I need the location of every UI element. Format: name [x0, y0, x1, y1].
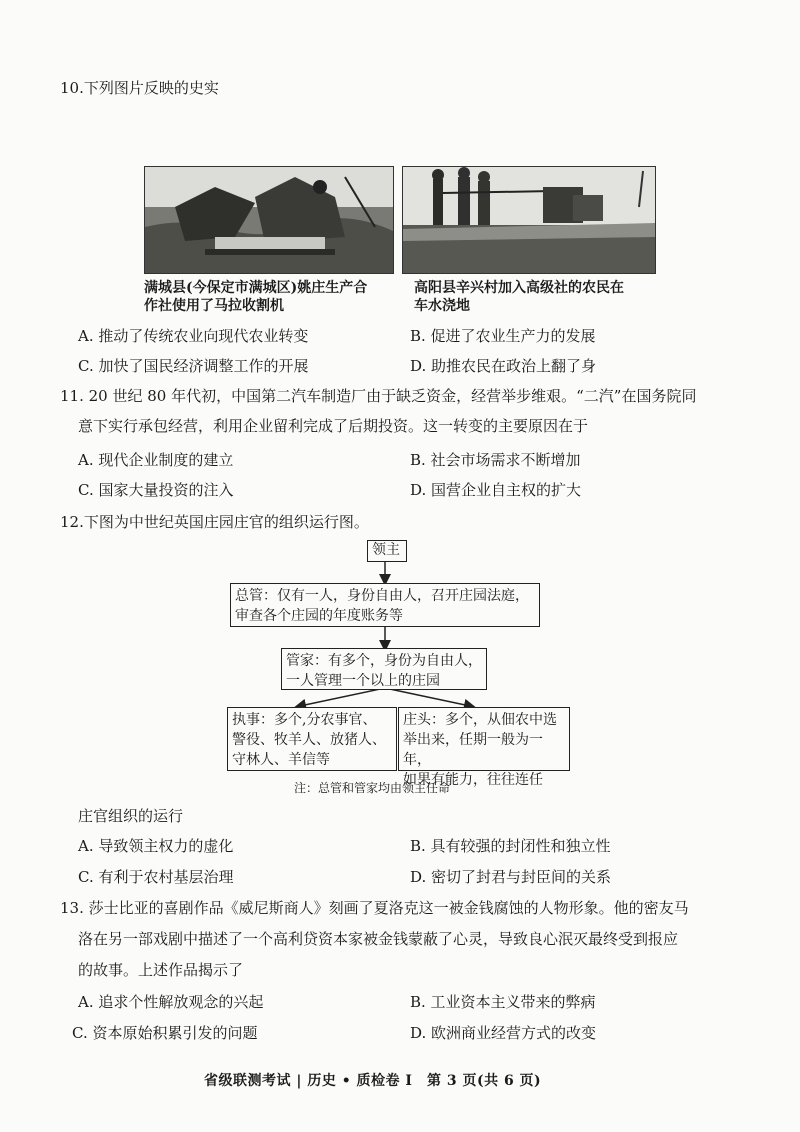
steward-text-1: 总管：仅有一人，身份自由人，召开庄园法庭， — [235, 588, 529, 604]
bailiff-text-2: 一人管理一个以上的庄园 — [286, 673, 440, 689]
q10-option-d[interactable]: D. 助推农民在政治上翻了身 — [410, 357, 597, 375]
steward-node — [230, 583, 540, 627]
q11-option-d[interactable]: D. 国营企业自主权的扩大 — [410, 481, 582, 499]
q12-option-c[interactable]: C. 有利于农村基层治理 — [78, 868, 234, 886]
left-photo-caption-1: 满城县(今保定市满城区)姚庄生产合 — [144, 280, 368, 296]
q10-option-c[interactable]: C. 加快了国民经济调整工作的开展 — [78, 357, 309, 375]
officers-text-2: 警役、牧羊人、放猪人、 — [232, 732, 386, 748]
lord-node: 领主 — [367, 540, 407, 562]
q12-option-d[interactable]: D. 密切了封君与封臣间的关系 — [410, 868, 612, 886]
q12-sub-stem: 庄官组织的运行 — [78, 807, 184, 825]
q10-stem: 10.下列图片反映的史实 — [60, 79, 219, 97]
q10-option-a[interactable]: A. 推动了传统农业向现代农业转变 — [78, 327, 309, 345]
q13-stem-line-2: 洛在另一部戏剧中描述了一个高利贷资本家被金钱蒙蔽了心灵，导致良心泯灭最终受到报应 — [78, 930, 679, 948]
q13-stem-line-3: 的故事。上述作品揭示了 — [78, 961, 244, 979]
q12-stem: 12.下图为中世纪英国庄园庄官的组织运行图。 — [60, 513, 369, 531]
bailiff-text-1: 管家：有多个，身份为自由人， — [286, 653, 482, 669]
q11-option-b[interactable]: B. 社会市场需求不断增加 — [410, 451, 581, 469]
q12-option-b[interactable]: B. 具有较强的封闭性和独立性 — [410, 837, 611, 855]
right-photo-caption-2: 车水浇地 — [414, 298, 470, 314]
q11-option-c[interactable]: C. 国家大量投资的注入 — [78, 481, 234, 499]
q11-stem-line-1: 11. 20 世纪 80 年代初，中国第二汽车制造厂由于缺乏资金，经营举步维艰。“二汽”在国务院同 — [60, 387, 697, 405]
officers-text-1: 执事：多个,分农事官、 — [232, 712, 377, 728]
reeve-text-3: 如果有能力，往往连任 — [403, 772, 543, 788]
officers-node — [227, 707, 397, 771]
page-footer: 省级联测考试 | 历史 • 质检卷 Ⅰ 第 3 页(共 6 页) — [204, 1073, 542, 1089]
q10-option-b[interactable]: B. 促进了农业生产力的发展 — [410, 327, 596, 345]
reeve-node — [398, 707, 570, 788]
q13-option-a[interactable]: A. 追求个性解放观念的兴起 — [78, 993, 264, 1011]
q13-option-b[interactable]: B. 工业资本主义带来的弊病 — [410, 993, 596, 1011]
bailiff-node — [281, 648, 487, 690]
left-photo-caption-2: 作社使用了马拉收割机 — [144, 298, 284, 314]
steward-text-2: 审查各个庄园的年度账务等 — [235, 608, 403, 624]
officers-text-3: 守林人、羊信等 — [232, 752, 330, 768]
q11-option-a[interactable]: A. 现代企业制度的建立 — [78, 451, 234, 469]
diagram-note: 注：总管和管家均由领主任命 — [294, 781, 451, 795]
q13-option-c[interactable]: C. 资本原始积累引发的问题 — [72, 1024, 258, 1042]
right-photo-caption-1: 高阳县辛兴村加入高级社的农民在 — [414, 280, 624, 296]
q13-option-d[interactable]: D. 欧洲商业经营方式的改变 — [410, 1024, 597, 1042]
reeve-text-2: 举出来，任期一般为一年， — [403, 732, 543, 768]
q11-stem-line-2: 意下实行承包经营，利用企业留利完成了后期投资。这一转变的主要原因在于 — [78, 417, 589, 435]
q12-option-a[interactable]: A. 导致领主权力的虚化 — [78, 837, 234, 855]
q13-stem-line-1: 13. 莎士比亚的喜剧作品《威尼斯商人》刻画了夏洛克这一被金钱腐蚀的人物形象。他的密友马 — [60, 899, 689, 917]
reeve-text-1: 庄头：多个，从佃农中选 — [403, 712, 557, 728]
